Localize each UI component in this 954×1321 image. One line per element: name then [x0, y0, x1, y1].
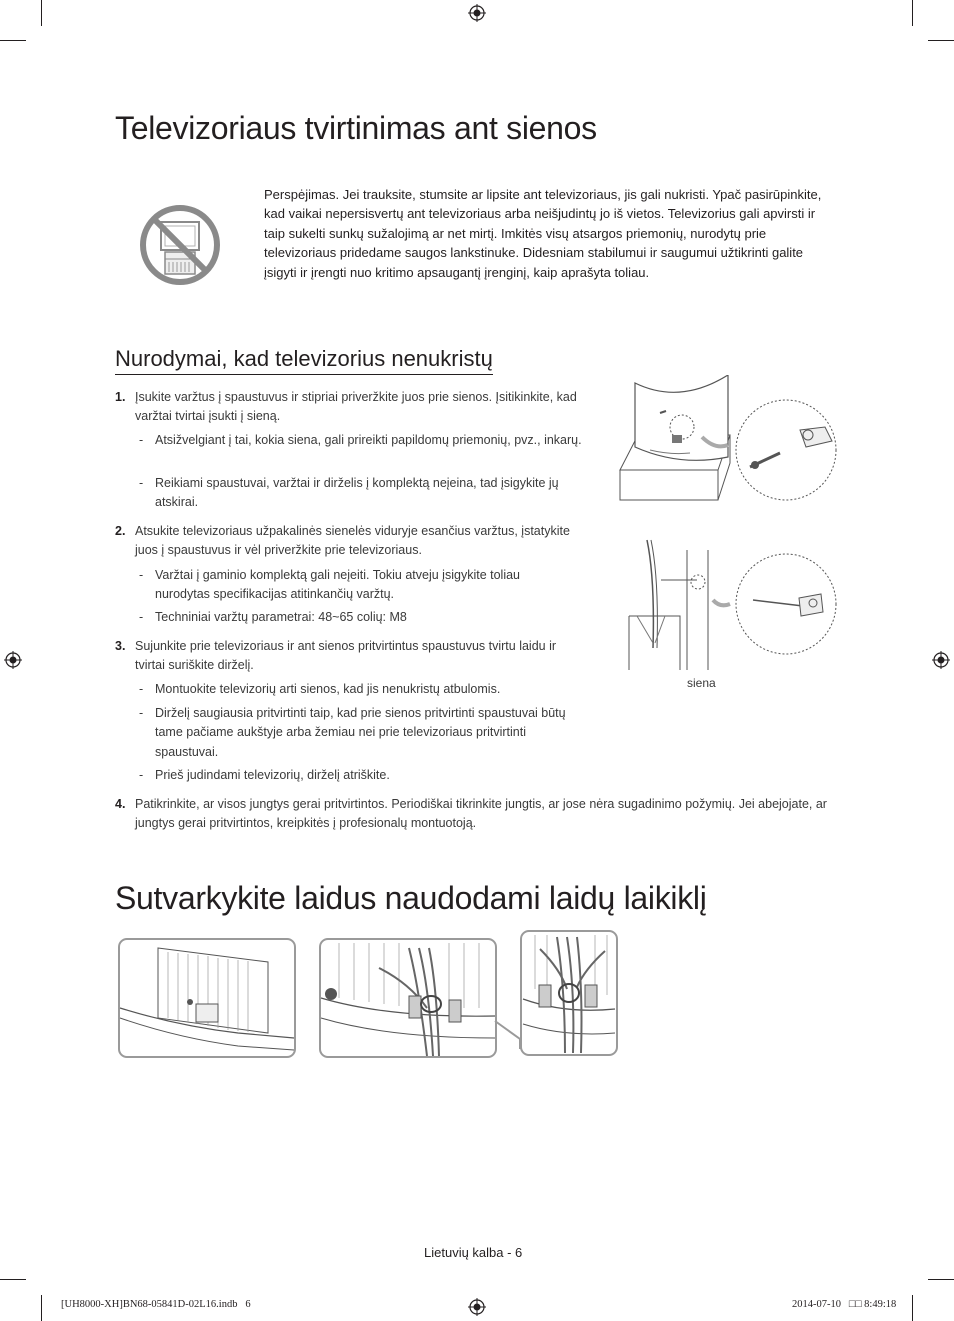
- cable-holder-step2-illustration: [319, 938, 497, 1058]
- crop-mark-top-left-v: [41, 0, 42, 26]
- heading-cable-management: Sutvarkykite laidus naudodami laidų laikiklį: [115, 880, 707, 916]
- registration-mark-left-icon: [4, 651, 22, 669]
- cable-holder-step3-illustration: [485, 929, 620, 1059]
- registration-mark-right-icon: [932, 651, 950, 669]
- bullet-dash: -: [139, 568, 144, 582]
- bullet-text: Dirželį saugiausia pritvirtinti taip, kad prie sienos pritvirtinti spaustuvai būtų tame pačiame aukštyje arba žemiau nei prie televizoriaus pritvirtinti spaustuvai.: [155, 706, 566, 759]
- registration-mark-bottom-icon: [468, 1298, 486, 1316]
- registration-mark-top-icon: [468, 4, 486, 22]
- bullet-text: Reikiami spaustuvai, varžtai ir dirželis į komplektą neįeina, tad įsigykite jų atskirai.: [155, 476, 559, 510]
- bullet-text: Atsižvelgiant į tai, kokia siena, gali prireikti papildomų priemonių, pvz., inkarų.: [155, 433, 582, 447]
- heading-wall-mount: Televizoriaus tvirtinimas ant sienos: [115, 110, 597, 146]
- crop-mark-bottom-right-v: [912, 1295, 913, 1321]
- heading-prevent-fall: Nurodymai, kad televizorius nenukristų: [115, 346, 493, 375]
- warning-paragraph: Perspėjimas. Jei trauksite, stumsite ar lipsite ant televizoriaus, jis gali nukristi. Ypač pasirūpinkite, kad vaikai nepersisvertų ant televizoriaus arba neišjudintų jo iš vietos. Televizorius gali apvirsti ir taip sukelti sunkų sužalojimą ar net mirtį. Imkitės visų atsargos priemonių, nurodytų prie televizoriaus pridedame saugos lankstinuke. Didesniam stabilumui ir saugumui užtikrinti galite įsigyti ir įrengti nuo kritimo apsaugantį įrenginį, kaip aprašyta toliau.: [264, 187, 822, 280]
- bullet-text: Techniniai varžtų parametrai: 48~65 colių: M8: [155, 610, 407, 624]
- bullet-text: Montuokite televizorių arti sienos, kad jis nenukristų atbulomis.: [155, 682, 501, 696]
- bullet-dash: -: [139, 682, 144, 696]
- wall-label: siena: [687, 676, 716, 690]
- cable-holder-step1-illustration: [118, 938, 296, 1058]
- step-text: Sujunkite prie televizoriaus ir ant sienos pritvirtintus spaustuvus tvirtu laidu ir tvirtai suriškite dirželį.: [135, 639, 557, 673]
- page-footer: Lietuvių kalba - 6: [424, 1245, 523, 1260]
- no-climbing-warning-icon: [137, 202, 223, 288]
- slug-file-info: [UH8000-XH]BN68-05841D-02L16.indb 6: [61, 1299, 251, 1310]
- bullet-dash: -: [139, 610, 144, 624]
- bullet-text: Prieš judindami televizorių, dirželį atriškite.: [155, 768, 390, 782]
- bullet-dash: -: [139, 768, 144, 782]
- crop-mark-bottom-left-h: [0, 1279, 26, 1280]
- tv-wall-strap-illustration: [625, 538, 840, 673]
- crop-mark-top-left-h: [0, 40, 26, 41]
- crop-mark-bottom-right-h: [928, 1279, 954, 1280]
- step-number: 1.: [115, 390, 126, 404]
- step-number: 2.: [115, 524, 126, 538]
- bullet-text: Varžtai į gaminio komplektą gali neįeiti. Tokiu atveju įsigykite toliau nurodytas specifikacijas atitinkančių varžtų.: [155, 568, 520, 602]
- step-text: Atsukite televizoriaus užpakalinės sienelės viduryje esančius varžtus, įstatykite juos į spaustuvus ir vėl priveržkite prie televizoriaus.: [135, 524, 570, 558]
- step-number: 4.: [115, 797, 126, 811]
- crop-mark-top-right-h: [928, 40, 954, 41]
- tv-clamp-illustration: [610, 375, 845, 505]
- crop-mark-bottom-left-v: [41, 1295, 42, 1321]
- bullet-dash: -: [139, 706, 144, 720]
- bullet-dash: -: [139, 433, 144, 447]
- step-number: 3.: [115, 639, 126, 653]
- crop-mark-top-right-v: [912, 0, 913, 26]
- step-text: Patikrinkite, ar visos jungtys gerai pritvirtintos. Periodiškai tikrinkite jungtis, ar jose nėra sugadinimo požymių. Jei abejojate, ar jungtys gerai pritvirtintos, kreipkitės į profesionalų montuotoją.: [135, 797, 827, 831]
- step-text: Įsukite varžtus į spaustuvus ir stipriai priveržkite juos prie sienos. Įsitikinkite, kad varžtai tvirtai įsukti į sieną.: [135, 390, 577, 424]
- slug-timestamp: 2014-07-10 □□ 8:49:18: [792, 1299, 897, 1310]
- bullet-dash: -: [139, 476, 144, 490]
